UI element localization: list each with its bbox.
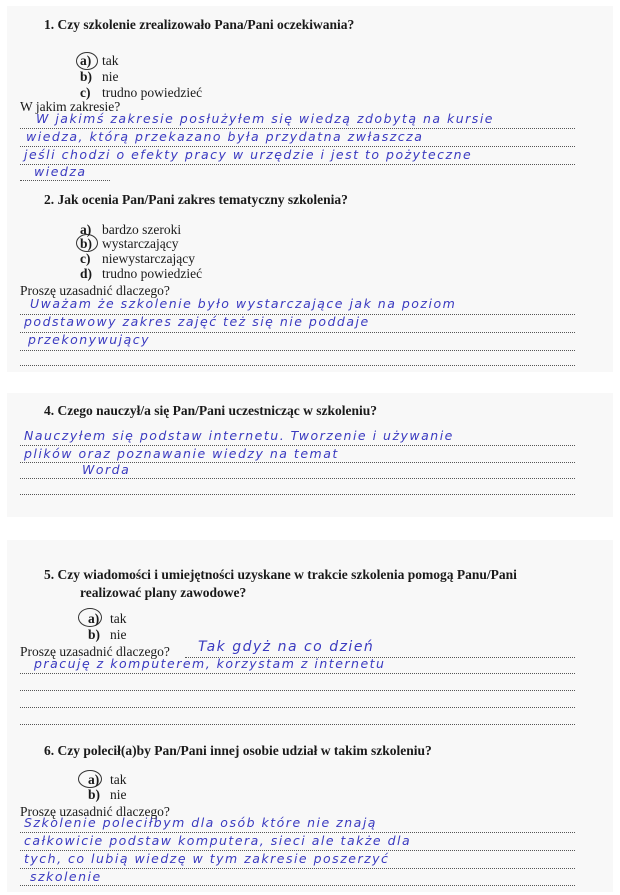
q5-option-b-letter: b) [88, 627, 101, 642]
q2-option-c [80, 251, 195, 266]
q6-option-b-text: nie [110, 787, 127, 802]
q1-answer-line-3 [20, 164, 575, 165]
question-2-title: 2. Jak ocenia Pan/Pani zakres tematyczny szkolenia? [44, 192, 348, 207]
q5-answer-line-4 [20, 707, 575, 708]
q6-answer-line-4 [20, 885, 575, 886]
q2-option-d-text: trudno powiedzieć [102, 266, 203, 281]
q2-handwritten-1: Uważam że szkolenie było wystarczające jak na poziom [30, 296, 457, 311]
question-6-title: 6. Czy polecił(a)by Pan/Pani innej osobie udział w takim szkoleniu? [44, 743, 432, 758]
q1-answer-line-4 [20, 180, 110, 181]
q5-handwritten-1: Tak gdyż na co dzień [198, 639, 375, 655]
q5-answer-line-5 [20, 724, 575, 725]
q2-option-a-text: bardzo szeroki [102, 222, 182, 237]
question-5-title-line-1: 5. Czy wiadomości i umiejętności uzyskane w trakcie szkolenia pomogą Panu/Pani [44, 567, 517, 582]
q5-answer-line-2 [20, 673, 575, 674]
q2-option-d-letter: d) [80, 266, 93, 281]
q5-answer-line-3 [20, 690, 575, 691]
q2-option-b-text: wystarczający [102, 236, 179, 251]
q5-option-b-text: nie [110, 627, 127, 642]
q2-answer-line-3 [20, 350, 575, 351]
q2-answer-line-4 [20, 365, 575, 366]
q2-option-d [80, 266, 202, 281]
q1-handwritten-1: W jakimś zakresie posłużyłem się wiedzą zdobytą na kursie [36, 111, 494, 126]
q6-option-b-letter: b) [88, 787, 101, 802]
q1-handwritten-2: wiedza, którą przekazano była przydatna zwłaszcza [26, 129, 424, 144]
q1-prompt: W jakim zakresie? [20, 99, 121, 114]
q6-handwritten-2: całkowicie podstaw komputera, sieci ale także dla [24, 833, 412, 848]
q5-prompt: Proszę uzasadnić dlaczego? [20, 644, 170, 659]
q1-option-c-text: trudno powiedzieć [102, 85, 203, 100]
q1-option-b-letter: b) [80, 69, 93, 84]
question-4-title: 4. Czego nauczył/a się Pan/Pani uczestnicząc w szkoleniu? [44, 403, 377, 418]
q6-handwritten-1: Szkolenie poleciłbym dla osób które nie znają [24, 815, 377, 830]
q1-option-b-text: nie [102, 69, 119, 84]
question-5-title-line-2: realizować plany zawodowe? [80, 585, 247, 600]
q6-option-a-letter: a) [88, 772, 100, 787]
q2-option-b-letter: b) [80, 236, 93, 251]
q5-option-b [88, 627, 127, 642]
q4-handwritten-1: Nauczyłem się podstaw internetu. Tworzenie i używanie [24, 428, 454, 443]
q6-prompt: Proszę uzasadnić dlaczego? [20, 804, 170, 819]
q5-handwritten-2: pracuję z komputerem, korzystam z internetu [34, 656, 386, 671]
q2-option-a [80, 222, 181, 237]
q6-handwritten-4: szkolenie [30, 869, 102, 884]
q6-option-b [88, 787, 127, 802]
q2-option-b [80, 236, 178, 251]
q2-prompt: Proszę uzasadnić dlaczego? [20, 283, 170, 298]
q6-option-a-text: tak [110, 772, 127, 787]
q1-option-a-letter: a) [80, 53, 92, 68]
q2-option-c-text: niewystarczający [102, 251, 195, 266]
q6-option-a [88, 772, 127, 787]
q4-answer-line-4 [20, 494, 575, 495]
q2-option-c-letter: c) [80, 251, 91, 266]
q6-handwritten-3: tych, co lubią wiedzę w tym zakresie poszerzyć [24, 851, 390, 866]
question-1-title: 1. Czy szkolenie zrealizowało Pana/Pani oczekiwania? [44, 17, 355, 32]
q1-option-b [80, 69, 119, 84]
q1-option-c [80, 85, 202, 100]
q1-option-a-text: tak [102, 53, 119, 68]
q1-option-c-letter: c) [80, 85, 91, 100]
q2-handwritten-3: przekonywujący [28, 332, 151, 347]
q6-answer-line-3 [20, 868, 575, 869]
q5-option-a-text: tak [110, 611, 127, 626]
q4-handwritten-2: plików oraz poznawanie wiedzy na temat [24, 446, 339, 461]
q4-answer-line-3 [20, 478, 575, 479]
q5-option-a [88, 611, 127, 626]
q1-option-a [80, 53, 119, 68]
q4-handwritten-3: Worda [82, 462, 131, 477]
q2-handwritten-2: podstawowy zakres zajęć też się nie poddaje [24, 314, 370, 329]
q5-option-a-letter: a) [88, 611, 100, 626]
q1-handwritten-3: jeśli chodzi o efekty pracy w urzędzie i jest to pożyteczne [24, 147, 473, 162]
q1-handwritten-4: wiedza [34, 164, 87, 179]
q2-option-a-letter: a) [80, 222, 92, 237]
